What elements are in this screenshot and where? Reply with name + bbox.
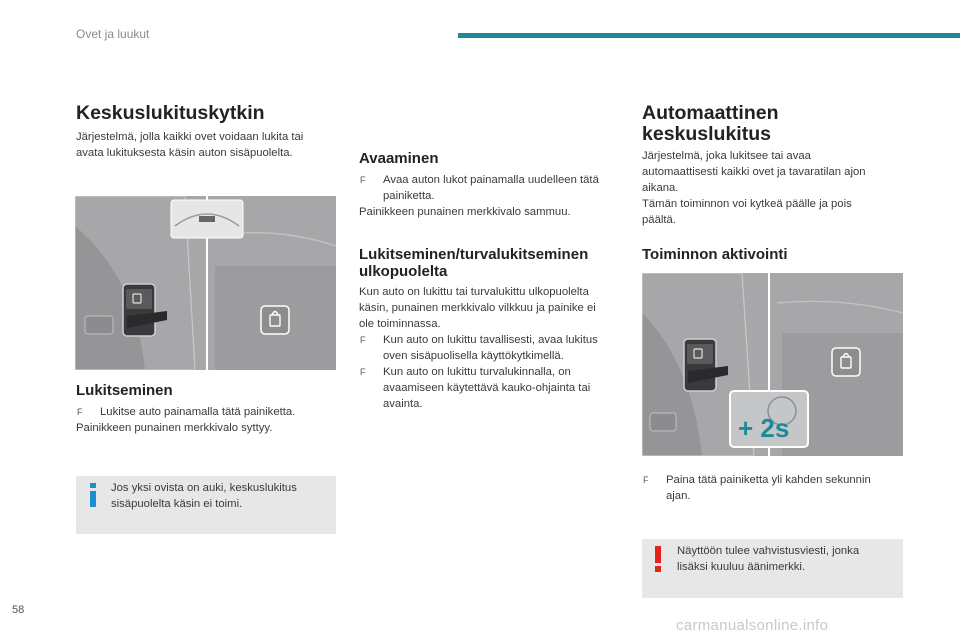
auto-locking-intro: Järjestelmä, joka lukitsee tai avaa automaattisesti kaikki ovet ja tavaratilan ajon aikana. Tämän toiminnon voi kytkeä päälle ja pois päältä. (642, 150, 866, 226)
activation-heading: Toiminnon aktivointi (642, 246, 788, 263)
unlocking-heading: Avaaminen (359, 150, 439, 167)
outside-bullet-deadlock: F Kun auto on lukittu turvalukinnalla, on avaamiseen käytettävä kauko-ohjainta tai avainta. (360, 366, 591, 410)
locking-text: Painikkeen punainen merkkivalo syttyy. (76, 422, 273, 434)
outside-locking-heading: Lukitseminen/turvalukitseminen ulkopuolelta (359, 246, 589, 280)
auto-locking-title: Automaattinen keskuslukitus (642, 102, 779, 145)
dashboard-lock-button-illustration (75, 196, 336, 370)
section-title: Ovet ja luukut (76, 27, 150, 41)
warning-icon (653, 546, 663, 572)
info-note: Jos yksi ovista on auki, keskuslukitus sisäpuolelta käsin ei toimi. (76, 476, 336, 534)
outside-locking-text: Kun auto on lukittu tai turvalukittu ulkopuolelta käsin, punainen merkkivalo vilkkuu ja painike ei ole toiminnassa. (359, 286, 596, 330)
outside-bullet-normal: F Kun auto on lukittu tavallisesti, avaa lukitus oven sisäpuolisella käyttökytkimellä. (360, 334, 598, 362)
hold-2s-label: + 2s (738, 413, 790, 443)
unlocking-bullet: F Avaa auton lukot painamalla uudelleen tätä painiketta. (360, 174, 599, 202)
header-accent-bar (458, 33, 960, 38)
central-locking-title: Keskuslukituskytkin (76, 102, 265, 124)
activation-bullet: F Paina tätä painiketta yli kahden sekunnin ajan. (643, 474, 871, 502)
locking-bullet: F Lukitse auto painamalla tätä painiketta. (77, 406, 296, 418)
warning-note: Näyttöön tulee vahvistusviesti, jonka lisäksi kuuluu äänimerkki. (642, 539, 903, 598)
bullet-marker: F (77, 407, 83, 417)
watermark: carmanualsonline.info (676, 617, 829, 634)
locking-heading: Lukitseminen (76, 382, 173, 399)
info-icon (86, 483, 100, 507)
central-locking-intro: Järjestelmä, jolla kaikki ovet voidaan lukita tai avata lukituksesta käsin auton sisäpuolelta. (76, 131, 304, 159)
unlocking-text: Painikkeen punainen merkkivalo sammuu. (359, 206, 571, 218)
page-number: 58 (12, 604, 25, 616)
